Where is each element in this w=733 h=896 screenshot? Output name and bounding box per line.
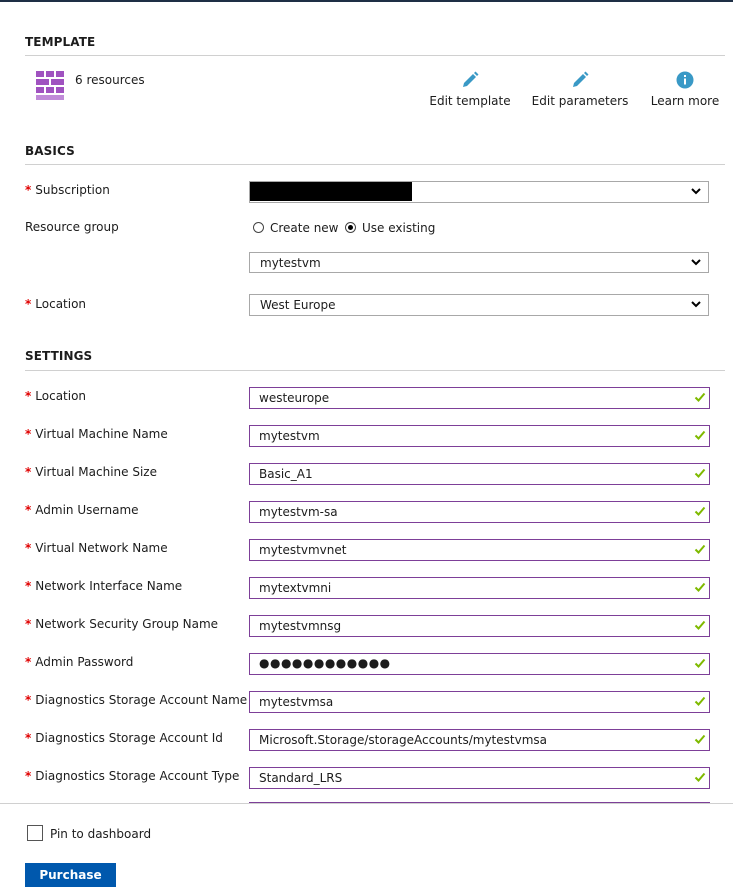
- redacted-subscription: [250, 182, 412, 201]
- required-marker: *: [25, 503, 32, 517]
- edit-parameters-label: Edit parameters: [531, 94, 629, 108]
- virtual-network-name-input[interactable]: [249, 539, 710, 561]
- checkmark-icon: [694, 581, 706, 593]
- network-security-group-name-label: * Network Security Group Name: [25, 617, 219, 631]
- basics-section-title: BASICS: [25, 144, 75, 158]
- template-divider: [25, 55, 725, 56]
- virtual-machine-name-label: * Virtual Machine Name: [25, 427, 168, 441]
- diagnostics-storage-account-name-input[interactable]: [249, 691, 710, 713]
- checkmark-icon: [694, 657, 706, 669]
- radio-create-new-circle[interactable]: [253, 222, 264, 233]
- checkmark-icon: [694, 467, 706, 479]
- chevron-down-icon: [690, 256, 702, 268]
- chevron-down-icon: [690, 298, 702, 310]
- location-input[interactable]: [249, 387, 710, 409]
- resource-group-label: Resource group: [25, 220, 119, 234]
- checkmark-icon: [694, 619, 706, 631]
- basics-divider: [25, 164, 725, 165]
- diagnostics-storage-account-name-value: mytestvmsa: [259, 695, 334, 709]
- required-marker: *: [25, 655, 32, 669]
- admin-password-input[interactable]: [249, 653, 710, 675]
- edit-parameters-button[interactable]: [530, 70, 630, 108]
- required-marker: *: [25, 617, 32, 631]
- info-icon: [675, 70, 695, 90]
- learn-more-label: Learn more: [650, 94, 720, 108]
- resources-count: 6 resources: [75, 73, 145, 87]
- network-interface-name-label: * Network Interface Name: [25, 579, 183, 593]
- required-marker: *: [25, 389, 32, 403]
- location-value: westeurope: [259, 391, 330, 405]
- required-marker: *: [25, 769, 32, 783]
- network-interface-name-input[interactable]: [249, 577, 710, 599]
- diagnostics-storage-account-id-value: Microsoft.Storage/storageAccounts/mytestvmsa: [259, 733, 547, 747]
- top-border: [0, 0, 733, 2]
- checkmark-icon: [694, 771, 706, 783]
- virtual-network-name-label: * Virtual Network Name: [25, 541, 168, 555]
- virtual-machine-size-value: Basic_A1: [259, 467, 313, 481]
- subscription-label: * Subscription: [25, 183, 110, 197]
- checkmark-icon: [694, 733, 706, 745]
- settings-section-title: SETTINGS: [25, 349, 93, 363]
- admin-username-value: mytestvm-sa: [259, 505, 338, 519]
- virtual-machine-size-label: * Virtual Machine Size: [25, 465, 157, 479]
- location-label: * Location: [25, 389, 87, 403]
- pencil-icon: [570, 70, 590, 90]
- diagnostics-storage-account-id-label: * Diagnostics Storage Account Id: [25, 731, 223, 745]
- radio-use-existing-circle[interactable]: [345, 222, 356, 233]
- template-section-title: TEMPLATE: [25, 35, 96, 49]
- settings-divider: [25, 370, 725, 371]
- location-dropdown[interactable]: West Europe: [249, 294, 709, 316]
- pencil-icon: [460, 70, 480, 90]
- required-marker: *: [25, 731, 32, 745]
- diagnostics-storage-account-type-input[interactable]: [249, 767, 710, 789]
- checkmark-icon: [694, 543, 706, 555]
- edit-template-button[interactable]: [420, 70, 520, 108]
- diagnostics-storage-account-type-label: * Diagnostics Storage Account Type: [25, 769, 240, 783]
- resources-grid-icon: [36, 71, 65, 100]
- checkmark-icon: [694, 391, 706, 403]
- checkmark-icon: [694, 429, 706, 441]
- chevron-down-icon: [690, 185, 702, 197]
- edit-template-label: Edit template: [429, 94, 511, 108]
- checkmark-icon: [694, 505, 706, 517]
- pin-to-dashboard-checkbox[interactable]: [27, 825, 43, 841]
- subscription-dropdown[interactable]: [249, 181, 709, 203]
- virtual-machine-name-input[interactable]: [249, 425, 710, 447]
- purchase-button[interactable]: Purchase: [25, 863, 116, 887]
- required-marker: *: [25, 693, 32, 707]
- network-security-group-name-value: mytestvmnsg: [259, 619, 342, 633]
- required-marker: *: [25, 541, 32, 555]
- virtual-machine-name-value: mytestvm: [259, 429, 320, 443]
- admin-username-label: * Admin Username: [25, 503, 139, 517]
- diagnostics-storage-account-name-label: * Diagnostics Storage Account Name: [25, 693, 248, 707]
- network-interface-name-value: mytextvmni: [259, 581, 332, 595]
- virtual-machine-size-input[interactable]: [249, 463, 710, 485]
- resource-group-dropdown[interactable]: mytestvm: [249, 252, 709, 273]
- required-marker: *: [25, 579, 32, 593]
- network-security-group-name-input[interactable]: [249, 615, 710, 637]
- required-marker: *: [25, 465, 32, 479]
- admin-password-label: * Admin Password: [25, 655, 134, 669]
- admin-username-input[interactable]: [249, 501, 710, 523]
- required-marker: *: [25, 183, 32, 197]
- location-label: * Location: [25, 297, 87, 311]
- required-marker: *: [25, 297, 32, 311]
- diagnostics-storage-account-id-input[interactable]: [249, 729, 710, 751]
- admin-password-value: ●●●●●●●●●●●●: [259, 656, 391, 670]
- virtual-network-name-value: mytestvmvnet: [259, 543, 347, 557]
- required-marker: *: [25, 427, 32, 441]
- learn-more-button[interactable]: [635, 70, 733, 108]
- footer-divider: [0, 803, 733, 804]
- pin-to-dashboard-label: Pin to dashboard: [50, 827, 152, 841]
- diagnostics-storage-account-type-value: Standard_LRS: [259, 771, 343, 785]
- checkmark-icon: [694, 695, 706, 707]
